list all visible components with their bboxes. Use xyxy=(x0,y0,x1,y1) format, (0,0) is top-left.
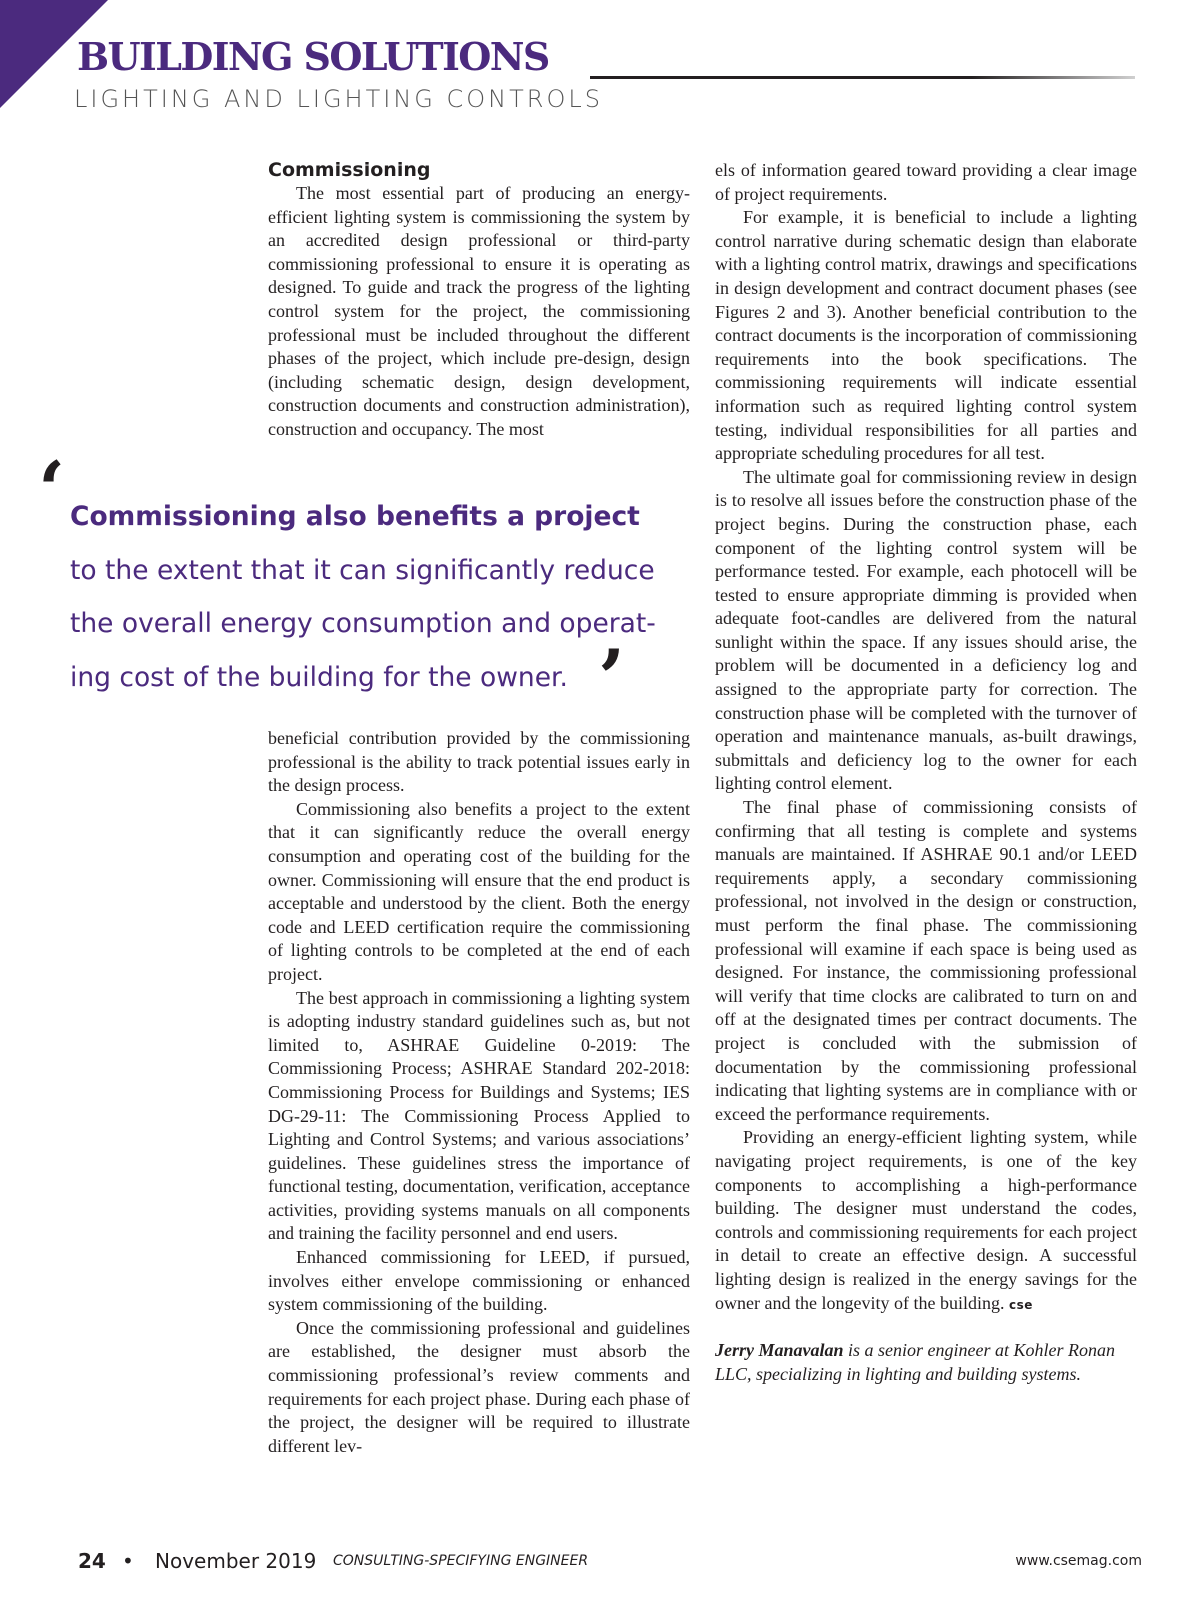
section-subtitle: LIGHTING AND LIGHTING CONTROLS xyxy=(74,85,603,113)
paragraph: beneficial contribution provided by the commissioning professional is the ability to track potential issues early in the design process. xyxy=(268,728,690,796)
page-footer xyxy=(0,1549,1200,1579)
article-column-1-bottom xyxy=(268,727,690,1458)
paragraph: Commissioning also benefits a project to the extent that it can significantly reduce the overall energy consumption and operating cost of the building for the owner. Commissioning will ensure that the end product is acceptable and understood by the client. Both the energy code and LEED certification require the commissioning of lighting controls to be completed at the end of each project. xyxy=(268,798,690,984)
page-number: 24 xyxy=(78,1549,106,1573)
close-quote-mark: ’ xyxy=(598,633,626,724)
subhead-commissioning: Commissioning xyxy=(268,159,431,181)
magazine-name: CONSULTING-SPECIFYING ENGINEER xyxy=(333,1553,589,1569)
article-column-2 xyxy=(715,159,1137,1386)
pull-quote-line: ing cost of the building for the owner. xyxy=(70,661,568,693)
pull-quote-line: the overall energy consumption and operat- xyxy=(70,608,656,639)
paragraph: Once the commissioning professional and guidelines are established, the designer must absorb the commissioning professional’s review comments and requirements for each project phase. During each phase of the project, the designer will be required to illustrate different lev- xyxy=(268,1317,690,1456)
author-name: Jerry Manavalan xyxy=(715,1340,844,1361)
paragraph: The final phase of commissioning consists of confirming that all testing is complete and systems manuals are maintained. If ASHRAE 90.1 and/or LEED requirements apply, a secondary commissioning professional, not involved in the design or construction, must perform the final phase. The commissioning professional will examine if each space is being used as designed. For instance, the commissioning professional will verify that time clocks are calibrated to turn on and off at the designated times per contract documents. The project is concluded with the submission of documentation by the commissioning professional indicating that lighting systems are in compliance with or exceed the performance requirements. xyxy=(715,797,1137,1124)
pull-quote xyxy=(70,490,675,693)
pull-quote-line: to the extent that it can significantly reduce xyxy=(70,554,655,586)
paragraph: For example, it is beneficial to include a lighting control narrative during schematic design than elaborate with a lighting control matrix, drawings and specifications in design development and contract document phases (see Figures 2 and 3). Another beneficial contribution to the contract documents is the incorporation of commissioning requirements into the book specifications. The commissioning requirements will indicate essential information such as required lighting control system testing, individual responsibilities for all parties and appropriate scheduling procedures for all test. xyxy=(715,207,1137,464)
section-title: BUILDING SOLUTIONS xyxy=(77,34,549,79)
issue-date: November 2019 xyxy=(155,1549,317,1573)
website-url: www.csemag.com xyxy=(1015,1553,1142,1569)
open-quote-mark: ‘ xyxy=(38,445,66,536)
author-bio xyxy=(715,1339,1137,1386)
paragraph-text: Providing an energy-efficient lighting system, while navigating project requirements, is one of the key components to accomplishing a high-performance building. The designer must understand the codes, controls and commissioning requirements for each project in detail to create an effective design. A successful lighting design is realized in the energy savings for the owner and the longevity of the building. xyxy=(715,1127,1137,1313)
paragraph: els of information geared toward providing a clear image of project requirements. xyxy=(715,160,1137,204)
cse-end-mark: cse xyxy=(1008,1297,1033,1312)
article-column-1-top xyxy=(268,158,690,442)
paragraph-final xyxy=(715,1126,1137,1317)
pull-quote-line: Commissioning also benefits a project xyxy=(70,501,640,532)
author-bio-text: is a senior engineer at Kohler Ronan LLC, specializing in lighting and building systems. xyxy=(715,1340,1115,1384)
paragraph: The ultimate goal for commissioning review in design is to resolve all issues before the construction phase of the project begins. During the construction phase, each component of the lighting control system will be performance tested. For example, each photocell will be tested to ensure appropriate dimming is provided when adequate foot-candles are delivered from the natural sunlight within the space. If any issues should arise, the problem will be documented in a deficiency log and assigned to the appropriate party for correction. The construction phase will be completed with the turnover of operation and maintenance manuals, as-built drawings, submittals and deficiency log to the owner for each lighting control element. xyxy=(715,466,1137,794)
paragraph: Enhanced commissioning for LEED, if pursued, involves either envelope commissioning or enhanced system commissioning of the building. xyxy=(268,1247,690,1315)
header-rule xyxy=(590,76,1135,79)
paragraph: The best approach in commissioning a lighting system is adopting industry standard guidelines such as, but not limited to, ASHRAE Guideline 0-2019: The Commissioning Process; ASHRAE Standard 202-2018: Commissioning Process for Buildings and Systems; IES DG-29-11: The Commissioning Process Applied to Lighting and Control Systems; and various associations’ guidelines. These guidelines stress the importance of functional testing, documentation, verification, acceptance activities, providing systems manuals on all components and training the facility personnel and end users. xyxy=(268,987,690,1244)
paragraph: The most essential part of producing an energy-efficient lighting system is commissioning the system by an accredited design professional or third-party commissioning professional to ensure it is operating as designed. To guide and track the progress of the lighting control system for the project, the commissioning professional must be included throughout the different phases of the project, which include pre-design, design (including schematic design, design development, construction documents and construction administration), construction and occupancy. The most xyxy=(268,183,690,439)
footer-separator: • xyxy=(122,1549,134,1573)
